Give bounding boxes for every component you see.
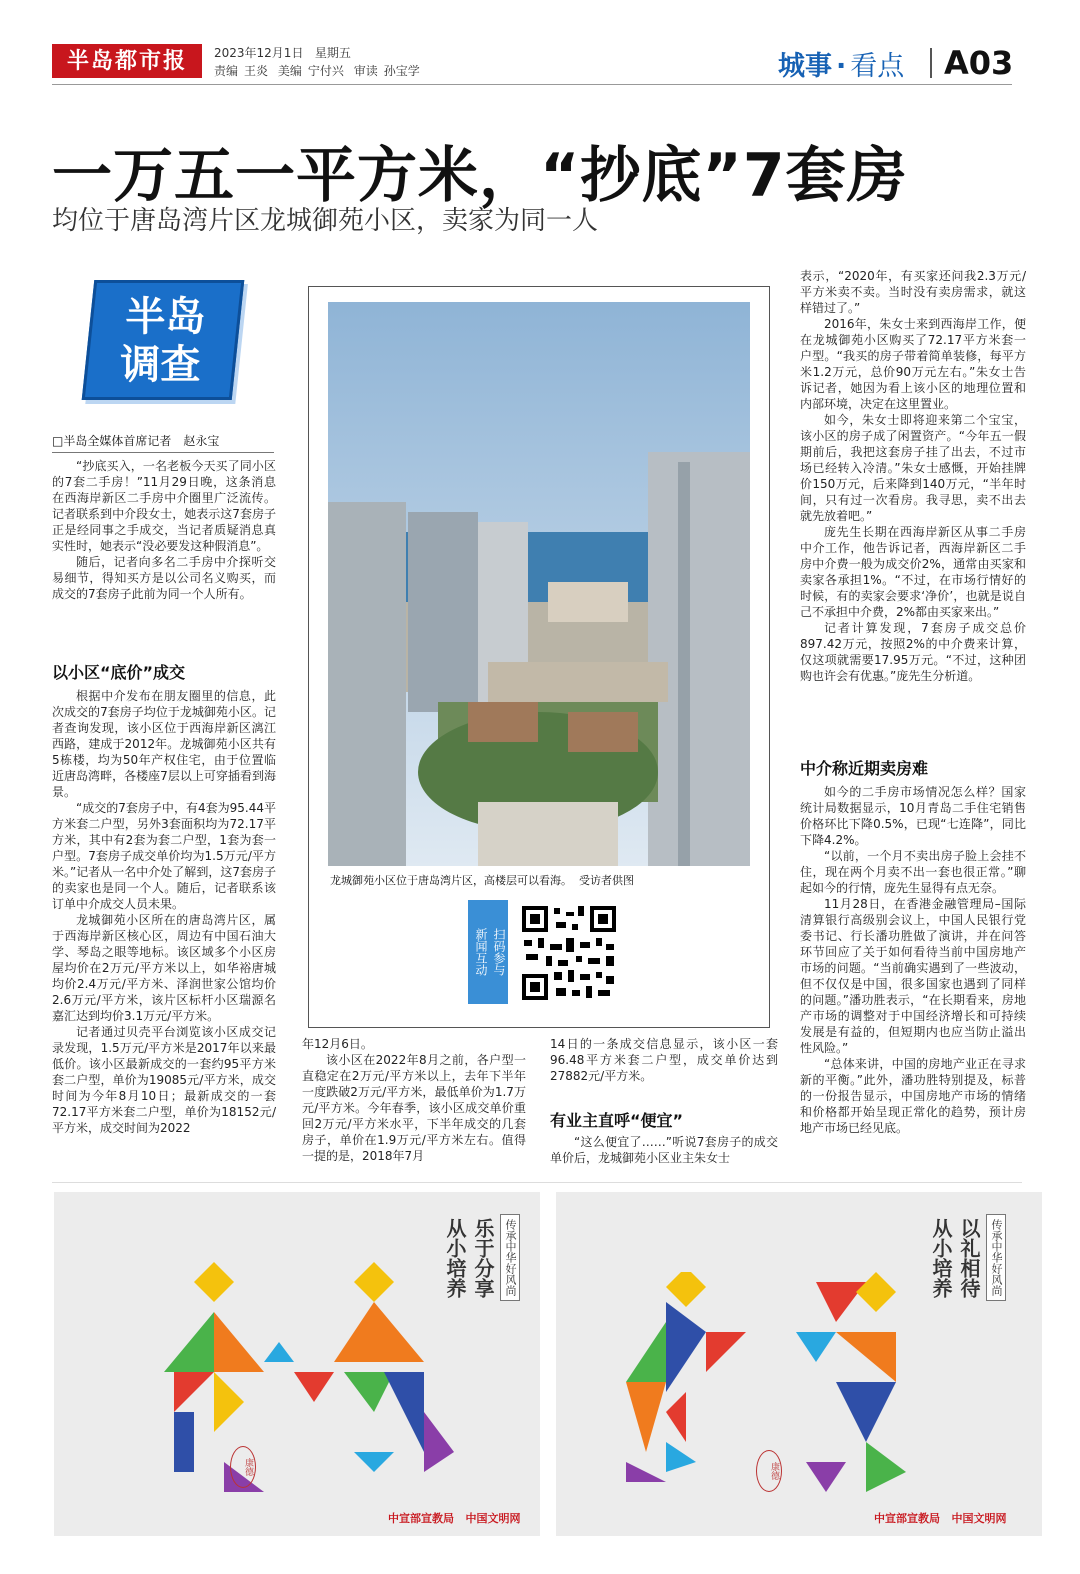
paragraph: 根据中介发布在朋友圈里的信息，此次成交的7套房子均位于龙城御苑小区。记者查询发现，该小区位于西海岸新区漓江西路，建成于2012年。龙城御苑小区共有5栋楼，均为50年产权住宅，由于位置临近唐岛湾畔，各楼座7层以上可穿插看到海景。: [52, 689, 276, 799]
qr-label-line: 扫码参与: [492, 928, 506, 976]
photo-credit: 受访者供图: [579, 874, 634, 887]
residential-towers-photo: [328, 302, 750, 866]
weekday: 星期五: [314, 46, 351, 60]
subheadline: 均位于唐岛湾片区龙城御苑小区，卖家为同一人: [52, 206, 599, 236]
ad-slogan: 乐于分享: [471, 1218, 495, 1298]
paragraph: 庞先生长期在西海岸新区从事二手房中介工作，他告诉记者，西海岸新区二手房中介费一般为成交价2%，通常由买家和卖家各承担1%。“不过，在市场行情好的时候，有的卖家会要求‘净价’，也就是说自己不承担中介费，2%都由买家来出。”: [800, 525, 1026, 619]
ad-divider: [52, 1182, 1022, 1183]
qr-label: [468, 900, 508, 1004]
badge-line: 半岛: [125, 294, 206, 340]
paragraph: 记者通过贝壳平台浏览该小区成交记录发现，1.5万元/平方米是2017年以来最低价。该小区最新成交的一套约95平方米套二户型，单价为19085元/平方米，成交时间为今年8月10日；最新成交的一套72.17平方米套二户型，单价为18152元/平方米，成交时间为2022: [52, 1025, 276, 1135]
section-heading: 有业主直呼“便宜”: [550, 1111, 684, 1130]
survey-badge: [82, 280, 245, 400]
article-column: [52, 458, 276, 642]
ad-credit: [874, 1510, 1007, 1526]
paragraph: 11月28日，在香港金融管理局–国际清算银行高级别会议上，中国人民银行党委书记、行长潘功胜做了演讲，并在问答环节回应了关于如何看待当前中国房地产市场的问题。“当前确实遇到了一些波动，但不仅仅是中国，很多国家也遇到了同样的问题。”潘功胜表示，“在长期看来，房地产市场的调整对于中国经济增长和可持续发展是有益的，但短期内也应当防止溢出性风险。”: [800, 897, 1026, 1055]
editor-credits: [214, 62, 426, 79]
qr-code-icon: [520, 904, 618, 1002]
paragraph: “总体来讲，中国的房地产业正在寻求新的平衡。”此外，潘功胜特别提及，标普的一份报告显示，中国房地产市场的情绪和价格都开始呈现正常化的趋势，预计房地产市场已经见底。: [800, 1057, 1026, 1135]
ad-slogan: 以礼相待: [957, 1218, 981, 1298]
byline: □半岛全媒体首席记者 赵永宝: [52, 432, 274, 453]
masthead-rule: [52, 84, 1012, 85]
date: 2023年12月1日: [214, 46, 304, 60]
qr-code[interactable]: [520, 904, 618, 1002]
paragraph: 记者计算发现，7套房子成交总价897.42万元，按照2%的中介费来计算，仅这项就需要17.95万元。“不过，这种团购也许会有优惠。”庞先生分析道。: [800, 621, 1026, 683]
section-sub: 看点: [850, 51, 905, 82]
credit-role: 审读: [353, 64, 378, 78]
ad-credit-org: 中宣部宣教局: [388, 1512, 454, 1525]
public-service-ad: [556, 1192, 1042, 1536]
section-heading: 中介称近期卖房难: [800, 759, 929, 778]
paragraph: 14日的一条成交信息显示，该小区一套96.48平方米套二户型，成交单价达到27882元/平方米。: [550, 1037, 778, 1083]
issue-date: [214, 44, 351, 61]
photo-illustration: [328, 302, 750, 866]
section-divider: [930, 48, 932, 78]
credit-role: 美编: [277, 64, 302, 78]
ad-tagline: 传承中华好风尚: [500, 1214, 520, 1301]
paragraph: 2016年，朱女士来到西海岸工作，便在龙城御苑小区购买了72.17平方米套一户型。“我买的房子带着简单装修，每平方米1.2万元，总价90万元左右。”朱女士告诉记者，她因为看上该小区的地理位置和内部环境，决定在这里置业。: [800, 317, 1026, 411]
ad-credit-org: 中国文明网: [465, 1512, 521, 1525]
section-dot: ·: [836, 51, 847, 82]
section-main: 城事: [778, 51, 832, 82]
ad-credit-org: 中宣部宣教局: [874, 1512, 940, 1525]
paragraph: 随后，记者向多名二手房中介探听交易细节，得知买方是以公司名义购买，而成交的7套房子此前为同一个人所有。: [52, 555, 276, 601]
article-column: [52, 688, 276, 1166]
badge-line: 调查: [120, 342, 201, 388]
article-column: [800, 268, 1026, 738]
credit-name: 宁付兴: [307, 64, 344, 78]
ad-credit-org: 中国文明网: [951, 1512, 1007, 1525]
tangram-figures-illustration: [134, 1262, 474, 1492]
article-column: [800, 784, 1026, 1170]
section-heading: 以小区“底价”成交: [52, 663, 186, 682]
article-column: [550, 1134, 778, 1170]
paragraph: 年12月6日。: [302, 1037, 373, 1051]
qr-label-line: 新闻互动: [474, 928, 488, 976]
paragraph: 该小区在2022年8月之前，各户型一直稳定在2万元/平方米以上，去年下半年一度跌破2万元/平方米，最低单价为1.7万元/平方米。今年春季，该小区成交单价重回2万元/平方米水平，下半年成交的几套房子，单价在1.9万元/平方米左右。值得一提的是，2018年7月: [302, 1053, 526, 1163]
ad-tagline: 传承中华好风尚: [986, 1214, 1006, 1301]
paragraph: “抄底买入，一名老板今天买了同小区的7套二手房！”11月29日晚，这条消息在西海岸新区二手房中介圈里广泛流传。记者联系到中介段女士，她表示这7套房子正是经同事之手成交，当记者质疑消息真实性时，她表示“没必要发这种假消息”。: [52, 459, 276, 553]
photo-caption: [330, 872, 634, 888]
credit-role: 责编: [214, 64, 239, 78]
ad-slogan: 从小培养: [443, 1218, 467, 1298]
paragraph: 如今的二手房市场情况怎么样？国家统计局数据显示，10月青岛二手住宅销售价格环比下降0.5%，已现“七连降”，同比下降4.2%。: [800, 785, 1026, 847]
article-column: [550, 1036, 778, 1096]
seal-stamp: 康德: [756, 1450, 782, 1492]
credit-name: 孙宝学: [383, 64, 420, 78]
paragraph: 表示，“2020年，有买家还问我2.3万元/平方米卖不卖。当时没有卖房需求，就这样错过了。”: [800, 269, 1026, 315]
paragraph: 如今，朱女士即将迎来第二个宝宝，该小区的房子成了闲置资产。“今年五一假期前后，我把这套房子挂了出去，不过市场已经转入冷清。”朱女士感慨，开始挂牌价150万元，后来降到140万元，“半年时间，只有过一次看房。我寻思，卖不出去就先放着吧。”: [800, 413, 1026, 523]
paragraph: “以前，一个月不卖出房子脸上会挂不住，现在两个月卖不出一套也很正常。”聊起如今的行情，庞先生显得有点无奈。: [800, 849, 1026, 895]
page-number: A03: [944, 44, 1014, 82]
paragraph: “成交的7套房子中，有4套为95.44平方米套二户型，另外3套面积均为72.17平方米，其中有2套为套二户型，1套为套一户型。7套房子成交单价均为1.5万元/平方米。”记者从一名中介处了解到，这7套房子的卖家也是同一个人。随后，记者联系该订单中介成交人员未果。: [52, 801, 276, 911]
public-service-ad: [54, 1192, 540, 1536]
caption-text: 龙城御苑小区位于唐岛湾片区，高楼层可以看海。: [330, 874, 572, 887]
newspaper-logo: 半岛都市报: [52, 44, 202, 78]
paragraph: “这么便宜了……”听说7套房子的成交单价后，龙城御苑小区业主朱女士: [550, 1135, 778, 1165]
ad-slogan: 从小培养: [929, 1218, 953, 1298]
ad-credit: [388, 1510, 521, 1526]
credit-name: 王炎: [244, 64, 269, 78]
headline: 一万五一平方米，“抄底”7套房: [52, 141, 908, 211]
section-title: [778, 44, 904, 83]
article-column: [302, 1036, 526, 1170]
seal-stamp: 康德: [230, 1446, 256, 1488]
paragraph: 龙城御苑小区所在的唐岛湾片区，属于西海岸新区核心区，周边有中国石油大学、琴岛之眼等地标。该区域多个小区房屋均价在2万元/平方米以上，如华裕唐城均价2.4万元/平方米、泽润世家公馆均价2.6万元/平方米，该片区标杆小区瑞源名嘉汇达到均价3.1万元/平方米。: [52, 913, 276, 1023]
